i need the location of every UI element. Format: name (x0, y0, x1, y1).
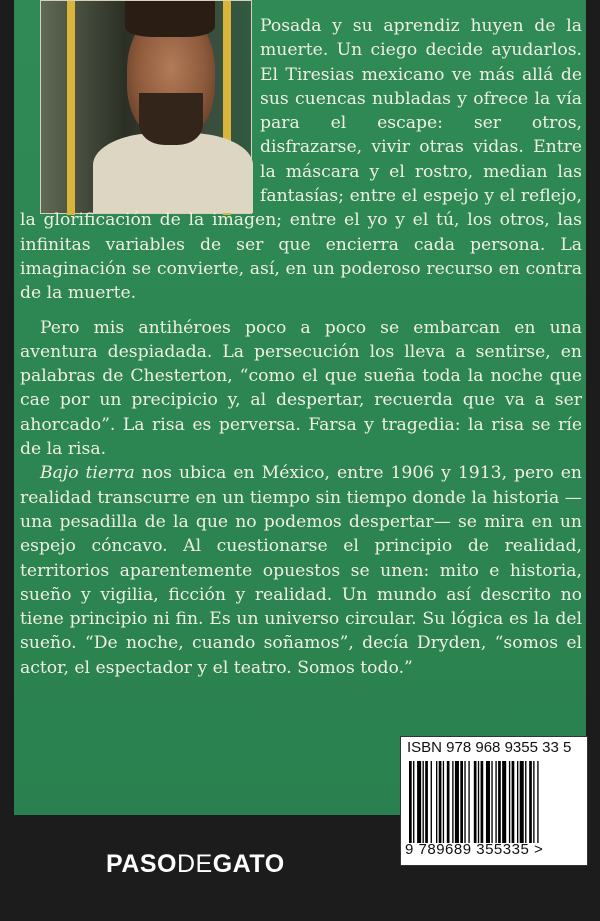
isbn-barcode-box (400, 736, 588, 866)
publisher-logo-part1: PASO (106, 850, 177, 878)
barcode-bar (452, 761, 453, 843)
isbn-label: ISBN 978 968 9355 33 5 (407, 739, 572, 756)
blurb-paragraph-2: Pero mis antihéroes poco a poco se embarcan en una aventura despiadada. La persecución los lleva a sentirse, en palabras de Chesterton, “como el que sueña toda la noche que cae por un precipicio y, al despertar, recuerda que va a ser ahorcado”. La risa es perversa. Farsa y tragedia: la risa se ríe de la risa. (20, 317, 582, 460)
barcode-bar (486, 761, 490, 843)
publisher-logo-part2: DE (177, 850, 213, 878)
barcode-bar (460, 761, 463, 843)
barcode-bar (431, 761, 432, 843)
barcode-bar (520, 761, 524, 843)
barcode-bar (537, 761, 538, 843)
barcode-bar (525, 761, 526, 843)
barcode-bar (517, 761, 518, 843)
barcode-bar (502, 761, 506, 843)
barcode-bar (495, 761, 496, 843)
barcode-bar (512, 761, 515, 843)
barcode-bar (498, 761, 501, 843)
barcode-bar (481, 761, 484, 843)
barcode-bar (468, 761, 469, 843)
barcode-bar (455, 761, 459, 843)
barcode-bar (447, 761, 450, 843)
barcode-bar (436, 761, 437, 843)
barcode-bar (529, 761, 532, 843)
blurb-paragraph-1: Posada y su aprendiz huyen de la muerte. Un ciego decide ayudarlos. El Tiresias mexicano ve más allá de sus cuencas nubladas y ofrece la vía para el escape: ser otros, disfrazarse, vivir otras vidas. Entre la máscara y el rostro, median las fantasías; entre el espejo y el reflejo, la glorificación de la imagen; entre el yo y el tú, los otros, las infinitas variables de ser que encierra cada persona. La imaginación se convierte, así, en un poderoso recurso en contra de la muerte. (20, 16, 582, 304)
blurb-paragraph-3-text: nos ubica en México, entre 1906 y 1913, pero en realidad transcurre en un tiempo sin tiempo donde la historia —una pesadilla de la que no podemos despertar— se mira en un espejo cóncavo. Al cuestionarse el principio de realidad, territorios aparentemente opuestos se unen: mito e historia, sueño y vigilia, ficción y realidad. Un mundo así descrito no tiene principio ni fin. Es un universo circular. Su lógica es la del sueño. “De noche, cuando soñamos”, decía Dryden, “somos el actor, el espectador y el teatro. Somos todo.” (20, 463, 582, 678)
book-title-italic: Bajo tierra (40, 463, 135, 484)
barcode-bar (423, 761, 424, 843)
blurb-paragraph-3 (20, 461, 582, 680)
barcode-bar (413, 761, 414, 843)
barcode (409, 761, 581, 843)
barcode-bar (417, 761, 421, 843)
publisher-logo-part3: GATO (212, 850, 285, 878)
barcode-bar (478, 761, 479, 843)
barcode-bar (443, 761, 444, 843)
barcode-bar (509, 761, 510, 843)
blurb-paragraph-1-wrap (20, 14, 582, 306)
barcode-bar (533, 761, 534, 843)
barcode-bar (409, 761, 412, 843)
barcode-bar (491, 761, 492, 843)
barcode-bar (464, 761, 465, 843)
barcode-bar (474, 761, 477, 843)
barcode-bar (425, 761, 428, 843)
publisher-logo (106, 850, 285, 879)
barcode-bar (439, 761, 442, 843)
barcode-digits: 9 789689 355335 > (405, 841, 544, 858)
blurb-text (20, 14, 582, 680)
